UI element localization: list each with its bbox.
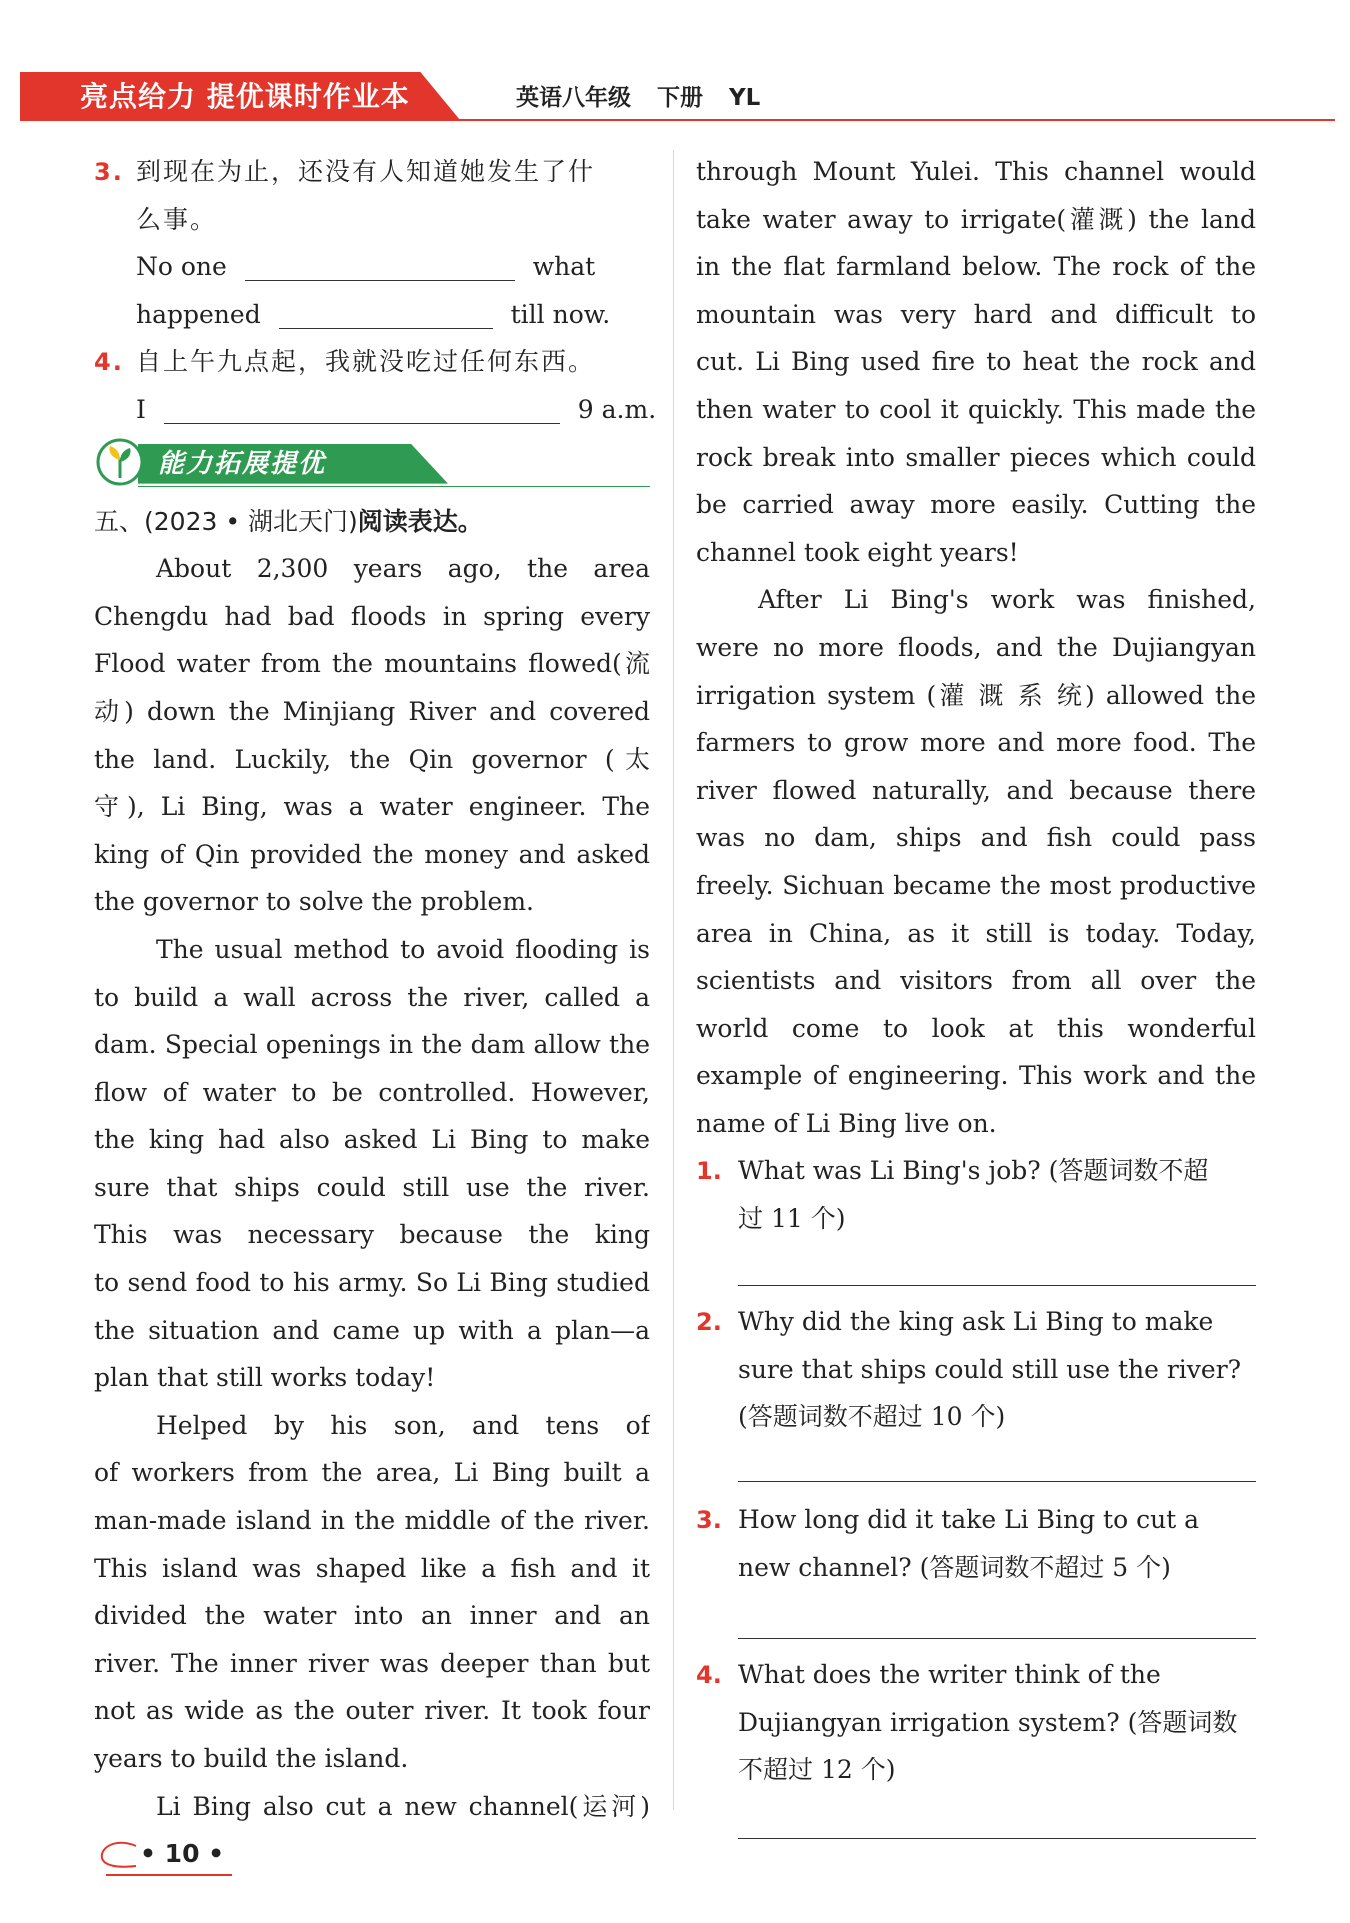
question-text: new channel? (答题词数不超过 5 个) (738, 1553, 1171, 1583)
question-text: What does the writer think of the (738, 1660, 1161, 1690)
passage-line: cut. Li Bing used fire to heat the rock and (696, 347, 1256, 377)
q3-fill-line2 (94, 291, 650, 339)
passage-line: About 2,300 years ago, the area (156, 554, 650, 584)
passage-line: freely. Sichuan became the most productive (696, 870, 1256, 900)
passage-line: Flood water from the mountains flowed(流 (94, 649, 650, 679)
translation-q4 (94, 338, 650, 386)
q4-prefix: I (136, 394, 146, 424)
spacer (696, 1482, 1256, 1496)
passage-line: Li Bing also cut a new channel(运河) (156, 1791, 650, 1821)
passage-line: sure that ships could still use the river. (94, 1172, 650, 1202)
spacer (696, 1286, 1256, 1298)
passage-line: divided the water into an inner and an (94, 1601, 650, 1631)
passage-line: scientists and visitors from all over the (696, 966, 1256, 996)
question-number: 4. (94, 348, 124, 377)
section-banner-title: 能力拓展提优 (158, 448, 327, 479)
q3-chinese-line1: 到现在为止，还没有人知道她发生了什 (136, 157, 596, 186)
answer-blank[interactable] (164, 393, 560, 424)
passage-line: world come to look at this wonderful (696, 1013, 1256, 1043)
question-number: 3. (696, 1506, 722, 1535)
question-text: 不超过 12 个) (738, 1755, 896, 1785)
passage-line: be carried away more easily. Cutting the (696, 490, 1256, 520)
passage-line: The usual method to avoid flooding is (156, 934, 650, 964)
question-3 (696, 1496, 1256, 1651)
question-number: 4. (696, 1661, 722, 1690)
q4-chinese: 自上午九点起，我就没吃过任何东西。 (136, 347, 596, 377)
header-edition: YL (729, 85, 761, 111)
passage-line: then water to cool it quickly. This made the (696, 394, 1256, 424)
question-number: 1. (696, 1157, 722, 1186)
question-1 (696, 1147, 1256, 1298)
answer-blank[interactable] (279, 298, 493, 329)
question-2 (696, 1298, 1256, 1496)
page-number: • 10 • (140, 1839, 225, 1868)
passage-line: the land. Luckily, the Qin governor (太 (94, 744, 650, 774)
section-banner (94, 436, 650, 496)
passage-line: of workers from the area, Li Bing built a (94, 1458, 650, 1488)
question-text: What was Li Bing's job? (答题词数不超 (738, 1156, 1209, 1186)
passage-line: take water away to irrigate(灌溉) the land (696, 204, 1256, 234)
passage-line: Chengdu had bad floods in spring every (94, 601, 650, 631)
q3-prefix2: happened (136, 299, 261, 329)
right-column (696, 148, 1256, 1839)
question-text: 过 11 个) (738, 1204, 846, 1234)
passage-line: rock break into smaller pieces which could (696, 442, 1256, 472)
passage-line: to send food to his army. So Li Bing studied (94, 1268, 650, 1298)
q3-prefix: No one (136, 252, 227, 282)
answer-space (696, 1592, 1256, 1638)
passage-line: plan that still works today! (94, 1363, 436, 1393)
footer-underline (106, 1874, 232, 1876)
reading-questions (696, 1147, 1256, 1839)
question-line (696, 1298, 1256, 1346)
passage-line: 动) down the Minjiang River and covered (94, 696, 650, 726)
passage-line: the situation and came up with a plan—a (94, 1315, 650, 1345)
passage-line: area in China, as it still is today. Today, (696, 918, 1256, 948)
passage-line: the governor to solve the problem. (94, 887, 534, 917)
header-rule (20, 119, 1335, 121)
passage-line: irrigation system (灌 溉 系 统) allowed the (696, 680, 1256, 710)
passage-line: years to build the island. (94, 1744, 409, 1773)
question-text: (答题词数不超过 10 个) (738, 1402, 1006, 1432)
passage-line: not as wide as the outer river. It took four (94, 1696, 650, 1726)
passage-line: farmers to grow more and more food. The (696, 728, 1256, 758)
passage-line: name of Li Bing live on. (696, 1108, 997, 1138)
exercise-title (94, 498, 650, 546)
passage-line: dam. Special openings in the dam allow the (94, 1030, 650, 1060)
header-volume: 下册 (657, 85, 703, 111)
answer-space (696, 1794, 1256, 1838)
answer-space (696, 1243, 1256, 1285)
column-divider (673, 150, 674, 1810)
passage-line: This was necessary because the king (94, 1220, 650, 1250)
passage-line: was no dam, ships and fish could pass (696, 823, 1256, 853)
header-subject: 英语八年级 (516, 85, 631, 111)
question-line (696, 1496, 1256, 1544)
q3-suffix: what (532, 252, 596, 282)
header-book-info (516, 80, 786, 116)
passage-line: flow of water to be controlled. However, (94, 1077, 650, 1107)
question-text: Dujiangyan irrigation system? (答题词数 (738, 1707, 1238, 1737)
sprout-icon (94, 436, 146, 488)
passage-line: Helped by his son, and tens of (156, 1410, 650, 1440)
footer-swoosh-icon (98, 1840, 138, 1870)
passage-line: in the flat farmland below. The rock of the (696, 252, 1256, 282)
passage-line: This island was shaped like a fish and it (94, 1553, 650, 1583)
answer-blank[interactable] (245, 250, 515, 281)
q3-chinese-line2: 么事。 (136, 204, 218, 234)
passage-line: example of engineering. This work and the (696, 1061, 1256, 1091)
page-footer (98, 1836, 232, 1876)
passage-line: river. The inner river was deeper than but (94, 1648, 650, 1678)
question-text: How long did it take Li Bing to cut a (738, 1505, 1200, 1535)
translation-q3 (94, 148, 650, 196)
q4-suffix: 9 a.m. (577, 394, 657, 424)
passage-line: river flowed naturally, and because there (696, 775, 1256, 805)
header-banner-title: 亮点给力 提优课时作业本 (80, 80, 410, 113)
q3-fill-line1 (94, 243, 650, 291)
question-number: 2. (696, 1308, 722, 1337)
question-4 (696, 1651, 1256, 1839)
passage-line: to build a wall across the river, called a (94, 982, 650, 1012)
passage-line: channel took eight years! (696, 537, 1019, 567)
section-banner-rule (138, 486, 650, 488)
q4-fill-line (94, 386, 657, 434)
question-number: 3. (94, 158, 124, 186)
spacer (696, 1639, 1256, 1651)
exercise-source: 五、(2023 • 湖北天门) (94, 506, 358, 536)
left-column (94, 148, 657, 1830)
answer-line[interactable] (738, 1838, 1256, 1840)
question-line (696, 1651, 1256, 1699)
passage-line: man-made island in the middle of the river. (94, 1506, 650, 1536)
passage-line: the king had also asked Li Bing to make (94, 1125, 650, 1155)
passage-line: mountain was very hard and difficult to (696, 299, 1256, 329)
question-line (696, 1147, 1256, 1195)
passage-left (94, 545, 650, 1830)
question-text: sure that ships could still use the river? (738, 1354, 1242, 1384)
passage-line: were no more floods, and the Dujiangyan (696, 632, 1256, 662)
answer-space (696, 1441, 1256, 1481)
passage-line: After Li Bing's work was finished, (758, 585, 1256, 615)
passage-line: king of Qin provided the money and asked (94, 839, 650, 869)
question-text: Why did the king ask Li Bing to make (738, 1307, 1214, 1337)
passage-line: 守), Li Bing, was a water engineer. The (94, 792, 650, 822)
q3-suffix2: till now. (510, 299, 611, 329)
passage-right (696, 148, 1256, 1147)
exercise-task: 阅读表达。 (357, 506, 483, 536)
passage-line: through Mount Yulei. This channel would (696, 157, 1256, 186)
